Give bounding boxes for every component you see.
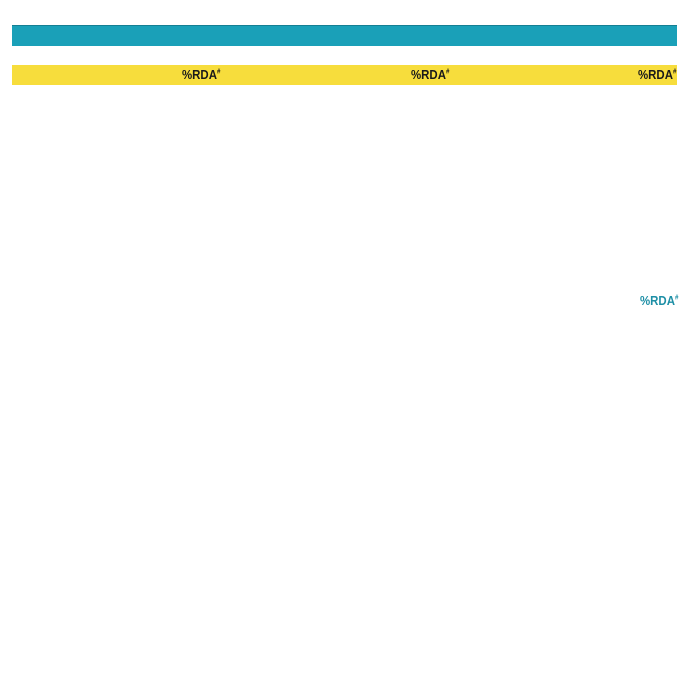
footnote xyxy=(12,636,684,655)
header-rda-1: %RDA# xyxy=(182,67,221,82)
amino-header-rda: %RDA# xyxy=(640,293,679,308)
title-bar xyxy=(12,25,677,46)
table-header-bar xyxy=(12,65,677,85)
header-rda-2: %RDA# xyxy=(411,67,450,82)
header-rda-3: %RDA# xyxy=(638,67,677,82)
